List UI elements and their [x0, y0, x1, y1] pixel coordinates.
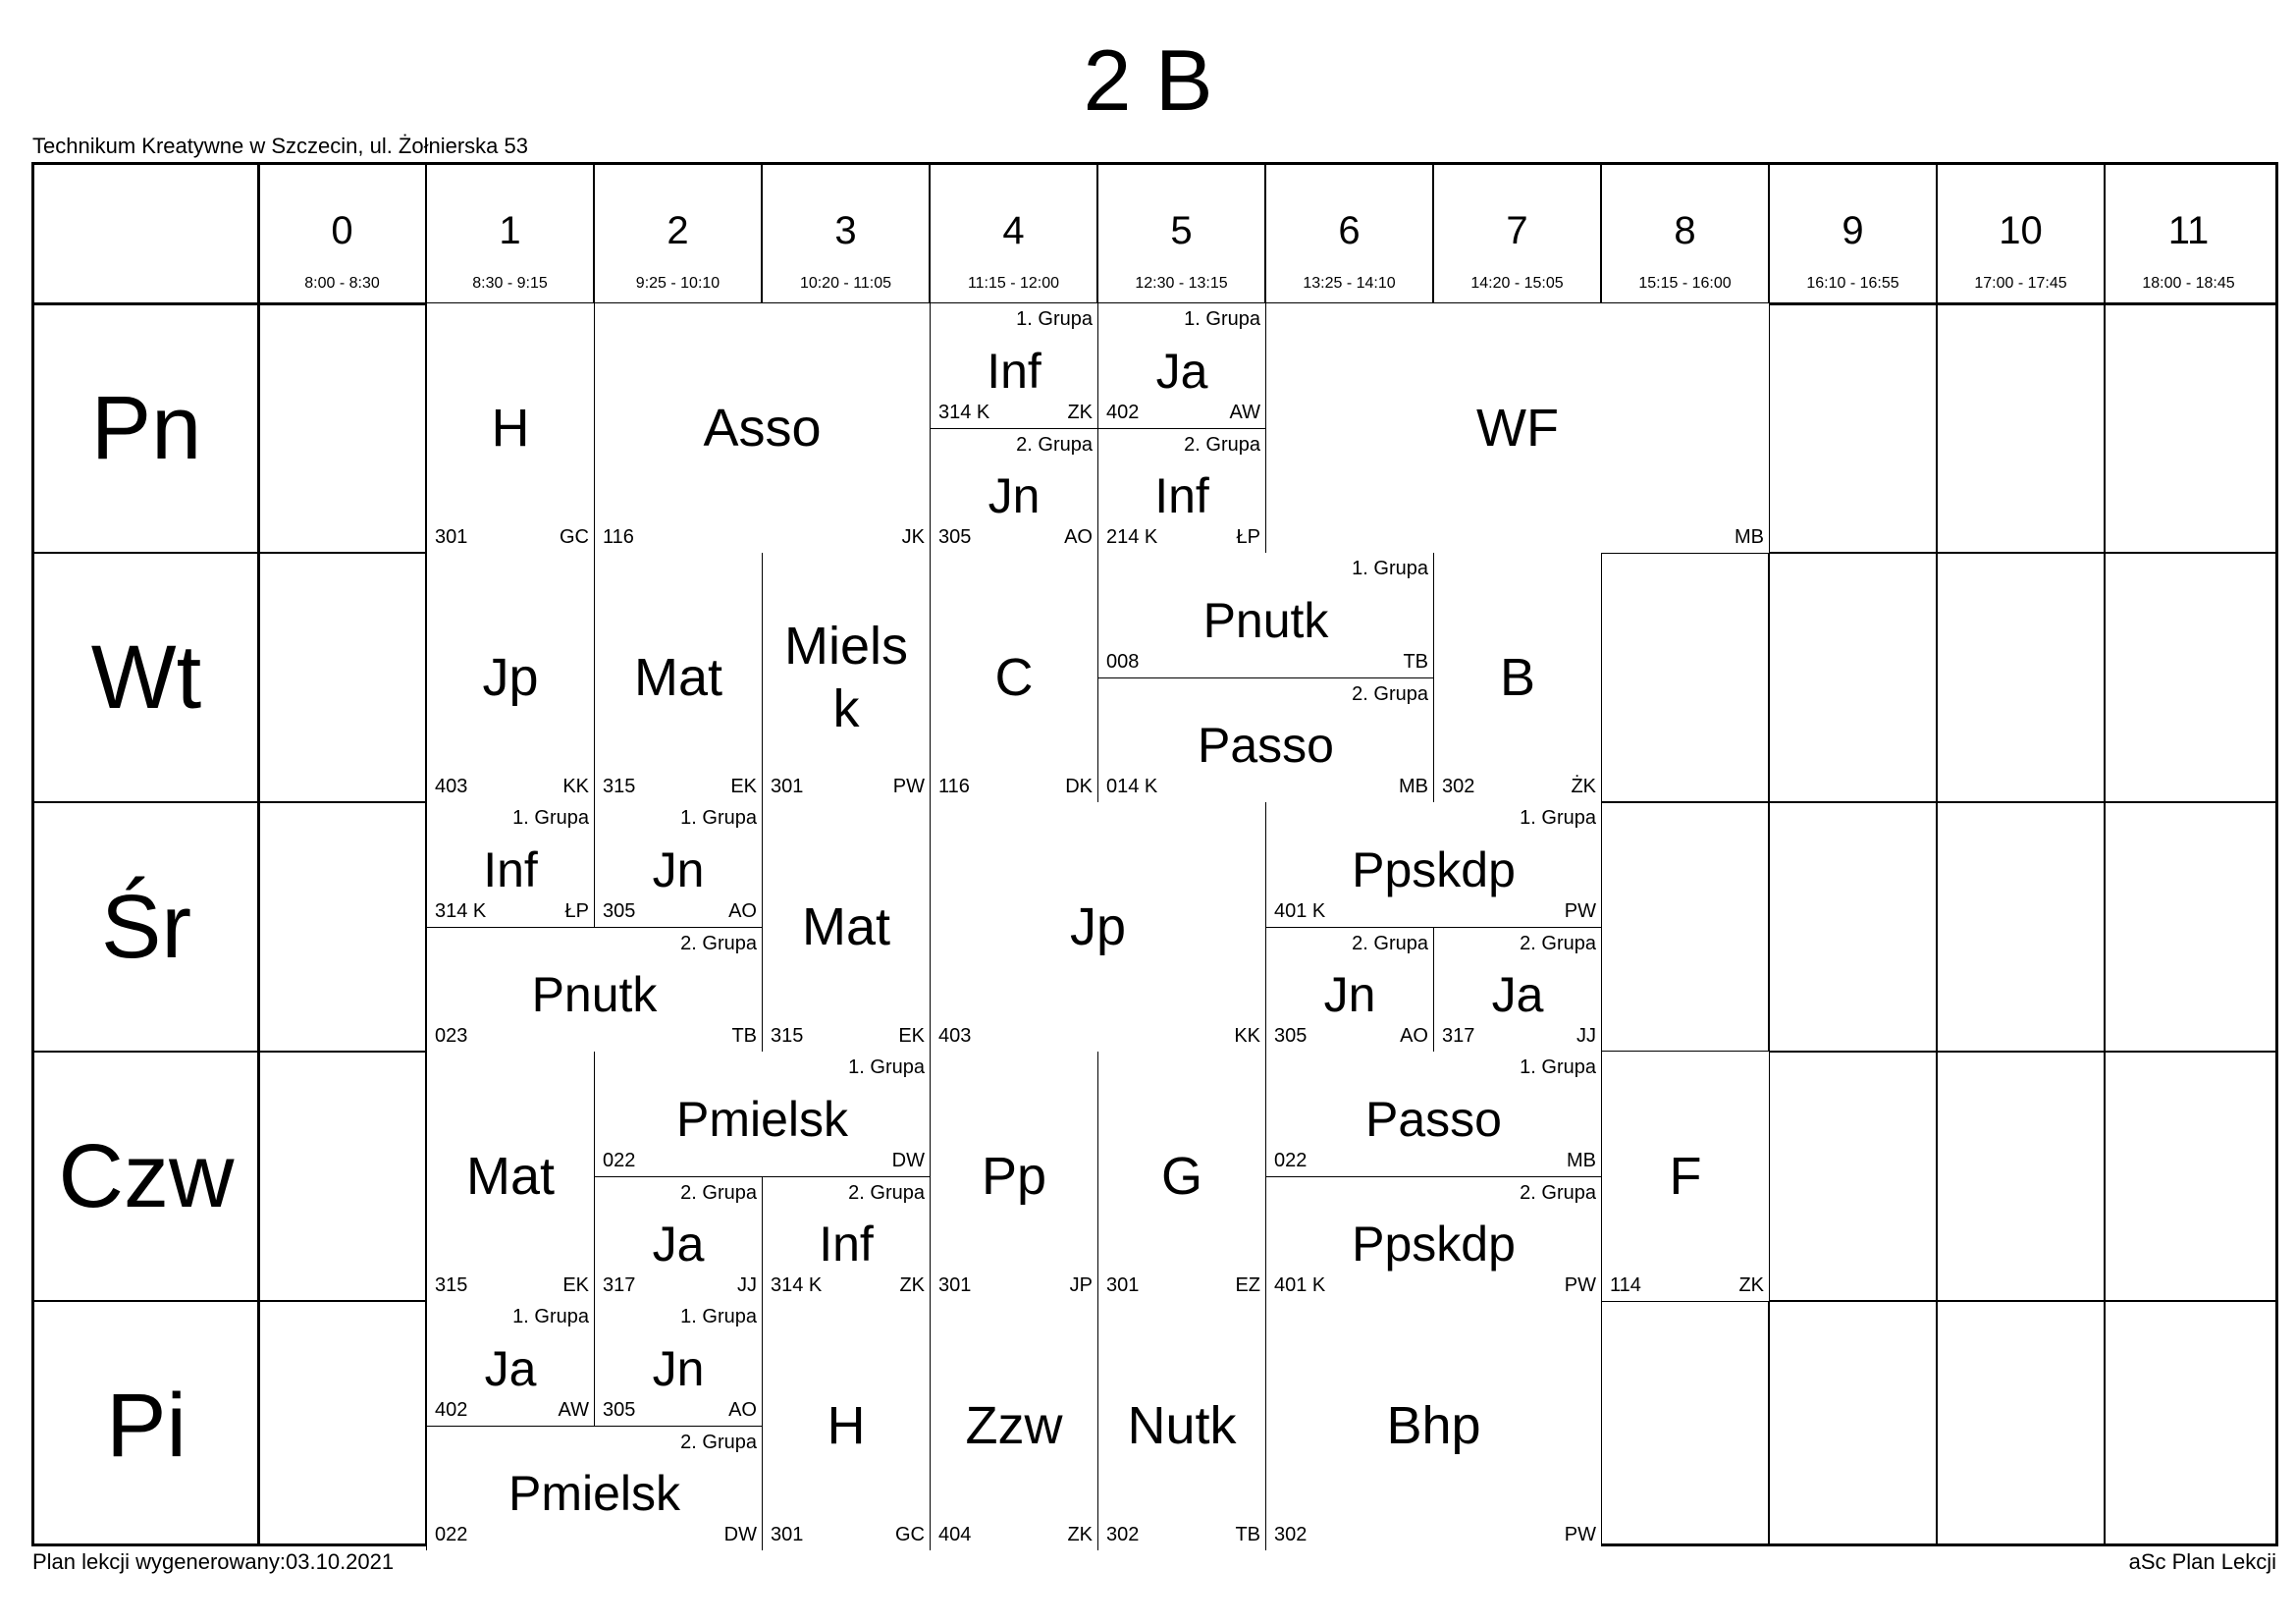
lesson-teacher: ŁP [1236, 526, 1260, 548]
period-time: 18:00 - 18:45 [2142, 275, 2235, 292]
lesson-subject: C [994, 648, 1034, 707]
lesson-teacher: PW [1564, 1524, 1596, 1545]
lesson-teacher: GC [895, 1524, 925, 1545]
lesson-subject: Inf [819, 1217, 874, 1272]
lesson-room: 401 K [1274, 1274, 1326, 1296]
lesson-teacher: MB [1567, 1150, 1596, 1171]
lesson-room: 301 [938, 1274, 972, 1296]
lesson-room: 315 [603, 776, 636, 797]
lesson-cell[interactable] [1433, 927, 1601, 1052]
lesson-room: 116 [938, 776, 970, 797]
period-time: 11:15 - 12:00 [967, 275, 1060, 292]
day-label-4: Pi [106, 1375, 187, 1476]
lesson-group: 1. Grupa [848, 1056, 925, 1078]
lesson-teacher: EK [898, 1025, 925, 1047]
lesson-cell[interactable] [426, 303, 594, 553]
period-header-8 [1601, 165, 1769, 303]
lesson-cell[interactable] [1265, 303, 1769, 553]
class-title: 2 B [1083, 31, 1213, 129]
lesson-subject: Mat [633, 648, 723, 707]
lesson-room: 023 [435, 1025, 468, 1047]
period-number: 4 [1002, 209, 1025, 252]
lesson-room: 315 [435, 1274, 468, 1296]
lesson-subject: Asso [703, 399, 822, 458]
day-label-2: Śr [101, 876, 191, 977]
lesson-cell[interactable] [762, 553, 930, 802]
lesson-room: 301 [1106, 1274, 1140, 1296]
lesson-teacher: JK [901, 526, 925, 548]
lesson-teacher: MB [1399, 776, 1428, 797]
lesson-room: 302 [1106, 1524, 1140, 1545]
period-header-4 [930, 165, 1097, 303]
lesson-subject: F [1669, 1147, 1702, 1206]
lesson-cell[interactable] [1097, 303, 1265, 428]
lesson-teacher: EK [730, 776, 757, 797]
lesson-cell[interactable] [1601, 1052, 1769, 1301]
lesson-cell[interactable] [594, 802, 762, 927]
lesson-teacher: AW [558, 1399, 589, 1421]
period-number: 9 [1842, 209, 1864, 252]
lesson-subject: Jn [1323, 967, 1376, 1023]
lesson-teacher: AO [728, 900, 757, 922]
lesson-teacher: PW [1564, 1274, 1596, 1296]
lesson-cell[interactable] [762, 1301, 930, 1550]
lesson-subject: Jp [482, 648, 539, 707]
lesson-cell[interactable] [426, 553, 594, 802]
lesson-cell[interactable] [1097, 1301, 1265, 1550]
lesson-subject: Bhp [1386, 1396, 1481, 1455]
lesson-subject: Jn [988, 468, 1041, 524]
lesson-group: 1. Grupa [680, 807, 757, 829]
lesson-subject: WF [1476, 399, 1559, 458]
period-time: 16:10 - 16:55 [1806, 275, 1899, 292]
lesson-cell[interactable] [1097, 553, 1433, 677]
generated-date: Plan lekcji wygenerowany:03.10.2021 [32, 1549, 395, 1574]
lesson-room: 008 [1106, 651, 1140, 673]
lesson-cell[interactable] [1265, 1052, 1601, 1176]
lesson-group: 1. Grupa [512, 807, 589, 829]
lesson-group: 2. Grupa [1352, 933, 1428, 954]
period-header-0 [258, 165, 426, 303]
school-name: Technikum Kreatywne w Szczecin, ul. Żołnierska 53 [32, 134, 528, 158]
lesson-teacher: ZK [1067, 402, 1093, 423]
lesson-room: 022 [1274, 1150, 1308, 1171]
lesson-subject: Mat [465, 1147, 556, 1206]
lesson-teacher: MB [1735, 526, 1764, 548]
lesson-teacher: ZK [1067, 1524, 1093, 1545]
lesson-cell[interactable] [594, 553, 762, 802]
lesson-room: 305 [1274, 1025, 1308, 1047]
lesson-cell[interactable] [930, 1301, 1097, 1550]
lesson-subject: Jn [652, 841, 705, 897]
lesson-teacher: EK [562, 1274, 589, 1296]
lesson-teacher: PW [892, 776, 925, 797]
lesson-cell[interactable] [1433, 553, 1601, 802]
app-credit: aSc Plan Lekcji [2128, 1549, 2276, 1574]
lesson-subject: Passo [1365, 1091, 1502, 1147]
lesson-group: 2. Grupa [1184, 434, 1260, 456]
lesson-room: 314 K [435, 900, 487, 922]
lesson-cell[interactable] [1265, 1301, 1601, 1550]
lesson-group: 2. Grupa [848, 1182, 925, 1204]
lesson-subject: Ja [652, 1217, 705, 1272]
lesson-room: 305 [603, 1399, 636, 1421]
lesson-subject: Ppskdp [1352, 1217, 1516, 1272]
period-number: 10 [1999, 209, 2043, 252]
lesson-subject: Inf [987, 343, 1041, 399]
lesson-room: 314 K [938, 402, 990, 423]
lesson-teacher: JP [1069, 1274, 1093, 1296]
period-header-9 [1769, 165, 1937, 303]
lesson-subject: Pnutk [531, 967, 658, 1023]
lesson-cell[interactable] [426, 802, 594, 927]
lesson-teacher: ŁP [564, 900, 589, 922]
lesson-group: 1. Grupa [1352, 558, 1428, 579]
day-label-0: Pn [90, 377, 202, 478]
period-number: 0 [331, 209, 353, 252]
lesson-teacher: JJ [1576, 1025, 1596, 1047]
lesson-subject: Inf [483, 841, 538, 897]
lesson-cell[interactable] [594, 1176, 762, 1301]
lesson-group: 2. Grupa [1520, 1182, 1596, 1204]
lesson-room: 403 [938, 1025, 972, 1047]
period-number: 8 [1674, 209, 1696, 252]
lesson-room: 022 [435, 1524, 468, 1545]
period-time: 17:00 - 17:45 [1974, 275, 2067, 292]
lesson-cell[interactable] [426, 1426, 762, 1550]
period-header-2 [594, 165, 762, 303]
lesson-cell[interactable] [930, 553, 1097, 802]
lesson-room: 317 [1442, 1025, 1475, 1047]
period-header-3 [762, 165, 930, 303]
lesson-room: 317 [603, 1274, 636, 1296]
lesson-teacher: TB [1403, 651, 1428, 673]
lesson-cell[interactable] [1265, 802, 1601, 927]
lesson-room: 305 [938, 526, 972, 548]
lesson-group: 2. Grupa [1520, 933, 1596, 954]
lesson-room: 014 K [1106, 776, 1158, 797]
period-header-7 [1433, 165, 1601, 303]
lesson-cell[interactable] [426, 1301, 594, 1426]
period-time: 15:15 - 16:00 [1638, 275, 1732, 292]
lesson-room: 301 [435, 526, 468, 548]
period-time: 13:25 - 14:10 [1303, 275, 1396, 292]
lesson-room: 302 [1274, 1524, 1308, 1545]
period-header-6 [1265, 165, 1433, 303]
lesson-subject: Jn [652, 1340, 705, 1396]
lesson-room: 022 [603, 1150, 636, 1171]
lesson-group: 1. Grupa [512, 1306, 589, 1327]
lesson-subject: Mat [801, 897, 891, 956]
lesson-room: 402 [435, 1399, 468, 1421]
lesson-group: 2. Grupa [680, 933, 757, 954]
lesson-teacher: TB [731, 1025, 757, 1047]
period-header-11 [2105, 165, 2272, 303]
lesson-subject: Passo [1198, 718, 1334, 774]
lesson-room: 314 K [771, 1274, 823, 1296]
lesson-cell[interactable] [762, 1176, 930, 1301]
lesson-room: 315 [771, 1025, 804, 1047]
period-number: 5 [1170, 209, 1193, 252]
lesson-cell[interactable] [594, 303, 930, 553]
lesson-room: 404 [938, 1524, 972, 1545]
lesson-teacher: DK [1065, 776, 1093, 797]
lesson-room: 302 [1442, 776, 1475, 797]
period-number: 1 [499, 209, 521, 252]
lesson-subject: Ja [1155, 343, 1208, 399]
lesson-room: 301 [771, 776, 804, 797]
lesson-teacher: ZK [899, 1274, 925, 1296]
lesson-room: 301 [771, 1524, 804, 1545]
lesson-teacher: DW [891, 1150, 925, 1171]
period-number: 7 [1506, 209, 1528, 252]
lesson-group: 2. Grupa [1352, 683, 1428, 705]
lesson-room: 116 [603, 526, 634, 548]
lesson-teacher: AO [728, 1399, 757, 1421]
lesson-cell[interactable] [762, 802, 930, 1052]
period-number: 2 [667, 209, 689, 252]
lesson-subject: H [827, 1396, 866, 1455]
lesson-teacher: DW [723, 1524, 757, 1545]
day-label-3: Czw [58, 1125, 235, 1226]
lesson-teacher: KK [1234, 1025, 1260, 1047]
lesson-teacher: AO [1064, 526, 1093, 548]
lesson-subject: Ja [484, 1340, 537, 1396]
day-label-1: Wt [90, 626, 202, 728]
period-time: 9:25 - 10:10 [635, 275, 721, 292]
lesson-cell[interactable] [594, 1301, 762, 1426]
lesson-subject: Miels​k [784, 617, 909, 738]
period-header-5 [1097, 165, 1265, 303]
lesson-cell[interactable] [426, 927, 762, 1052]
lesson-cell[interactable] [1265, 1176, 1601, 1301]
lesson-cell[interactable] [930, 1052, 1097, 1301]
lesson-subject: Pmielsk [675, 1091, 849, 1147]
period-time: 8:30 - 9:15 [472, 275, 548, 292]
lesson-teacher: AO [1400, 1025, 1428, 1047]
lesson-group: 1. Grupa [680, 1306, 757, 1327]
lesson-subject: H [491, 399, 530, 458]
timetable-grid [31, 162, 2278, 1546]
lesson-cell[interactable] [1097, 1052, 1265, 1301]
grid-column-line [1936, 165, 1938, 1543]
grid-column-line [257, 165, 260, 1543]
lesson-subject: Pp [981, 1147, 1047, 1206]
lesson-teacher: EZ [1235, 1274, 1260, 1296]
lesson-cell[interactable] [930, 802, 1265, 1052]
lesson-room: 401 K [1274, 900, 1326, 922]
lesson-room: 403 [435, 776, 468, 797]
lesson-teacher: ŻK [1571, 776, 1596, 797]
lesson-room: 214 K [1106, 526, 1158, 548]
lesson-group: 1. Grupa [1520, 1056, 1596, 1078]
lesson-cell[interactable] [1097, 677, 1433, 802]
lesson-subject: Pmielsk [507, 1466, 681, 1522]
period-time: 8:00 - 8:30 [304, 275, 380, 292]
lesson-subject: Inf [1154, 468, 1209, 524]
lesson-teacher: AW [1229, 402, 1260, 423]
lesson-group: 1. Grupa [1520, 807, 1596, 829]
lesson-teacher: JJ [737, 1274, 757, 1296]
period-header-10 [1937, 165, 2105, 303]
lesson-subject: G [1160, 1147, 1202, 1206]
lesson-group: 1. Grupa [1016, 308, 1093, 330]
lesson-subject: Ja [1491, 967, 1544, 1023]
lesson-subject: Nutk [1127, 1396, 1237, 1455]
lesson-subject: Zzw [965, 1396, 1063, 1455]
lesson-cell[interactable] [426, 1052, 594, 1301]
lesson-teacher: PW [1564, 900, 1596, 922]
lesson-group: 2. Grupa [680, 1182, 757, 1204]
lesson-group: 2. Grupa [1016, 434, 1093, 456]
lesson-teacher: KK [562, 776, 589, 797]
lesson-cell[interactable] [1097, 428, 1265, 553]
lesson-teacher: ZK [1738, 1274, 1764, 1296]
lesson-teacher: GC [560, 526, 589, 548]
lesson-room: 402 [1106, 402, 1140, 423]
lesson-subject: Ppskdp [1352, 841, 1516, 897]
period-time: 10:20 - 11:05 [799, 275, 892, 292]
period-header-1 [426, 165, 594, 303]
period-number: 3 [834, 209, 857, 252]
lesson-cell[interactable] [1265, 927, 1433, 1052]
grid-column-line [2104, 165, 2106, 1543]
lesson-group: 1. Grupa [1184, 308, 1260, 330]
lesson-room: 305 [603, 900, 636, 922]
lesson-group: 2. Grupa [680, 1432, 757, 1453]
period-time: 14:20 - 15:05 [1470, 275, 1564, 292]
lesson-subject: Pnutk [1202, 592, 1329, 648]
lesson-subject: B [1499, 648, 1536, 707]
lesson-subject: Jp [1069, 897, 1127, 956]
lesson-teacher: TB [1235, 1524, 1260, 1545]
lesson-cell[interactable] [594, 1052, 930, 1176]
lesson-room: 114 [1610, 1274, 1641, 1296]
lesson-cell[interactable] [930, 303, 1097, 428]
period-time: 12:30 - 13:15 [1135, 275, 1228, 292]
period-number: 6 [1338, 209, 1361, 252]
period-number: 11 [2167, 209, 2210, 252]
lesson-cell[interactable] [930, 428, 1097, 553]
